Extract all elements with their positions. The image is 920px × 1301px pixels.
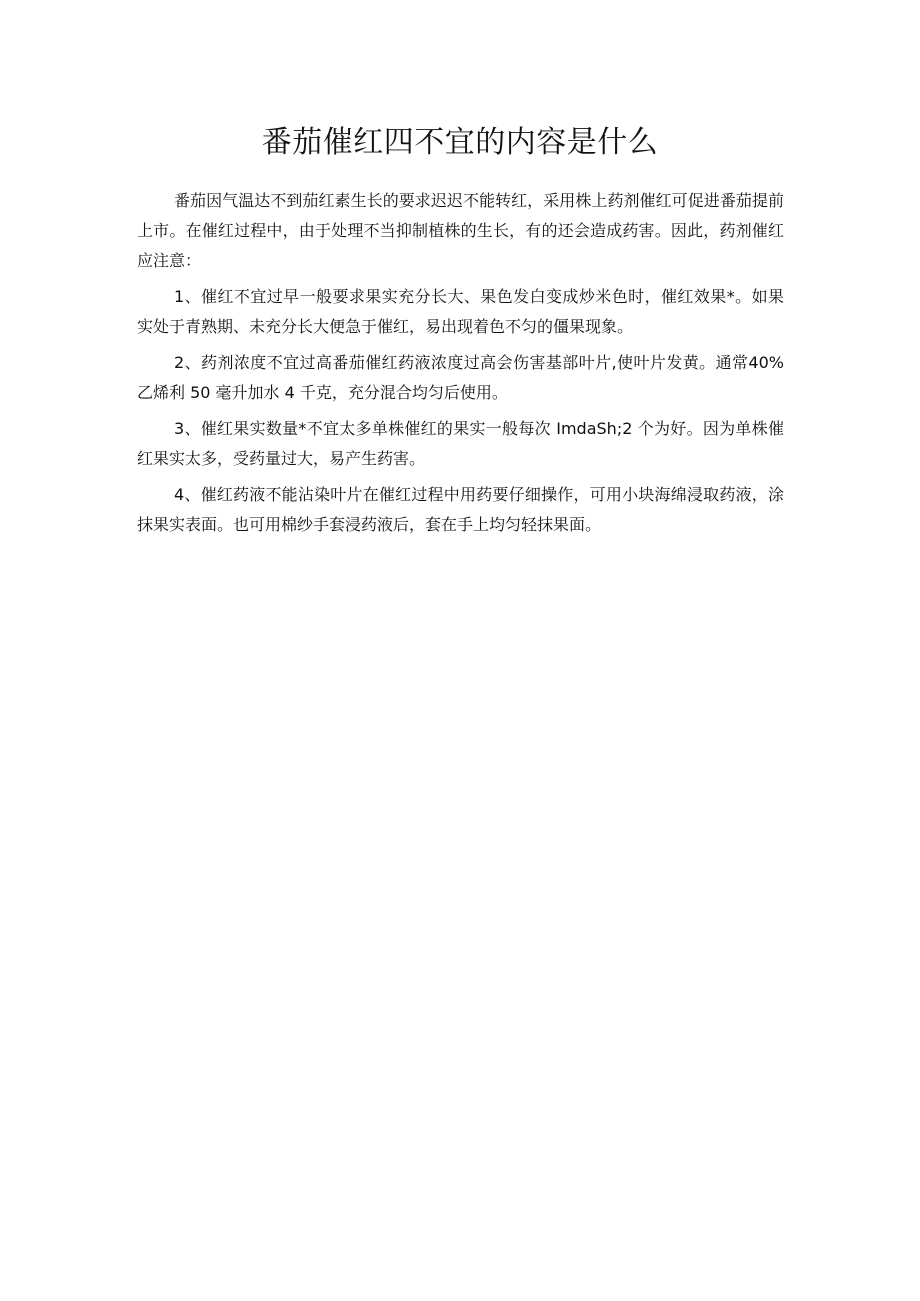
- intro-paragraph: 番茄因气温达不到茄红素生长的要求迟迟不能转红，采用株上药剂催红可促进番茄提前上市。在催红过程中，由于处理不当抑制植株的生长，有的还会造成药害。因此，药剂催红应注意：: [137, 191, 784, 270]
- point-1-paragraph: 1、催红不宜过早一般要求果实充分长大、果色发白变成炒米色时，催红效果*。如果实处于青熟期、未充分长大便急于催红，易出现着色不匀的僵果现象。: [137, 287, 784, 336]
- point-2-paragraph: 2、药剂浓度不宜过高番茄催红药液浓度过高会伤害基部叶片,使叶片发黄。通常40%乙烯利 50 毫升加水 4 千克，充分混合均匀后使用。: [137, 353, 784, 402]
- document-body: [137, 186, 784, 546]
- point-3-paragraph: 3、催红果实数量*不宜太多单株催红的果实一般每次 ImdaSh;2 个为好。因为单株催红果实太多，受药量过大，易产生药害。: [137, 419, 784, 468]
- point-4-paragraph: 4、催红药液不能沾染叶片在催红过程中用药要仔细操作，可用小块海绵浸取药液，涂抹果实表面。也可用棉纱手套浸药液后，套在手上均匀轻抹果面。: [137, 485, 784, 534]
- document-title: 番茄催红四不宜的内容是什么: [261, 125, 659, 160]
